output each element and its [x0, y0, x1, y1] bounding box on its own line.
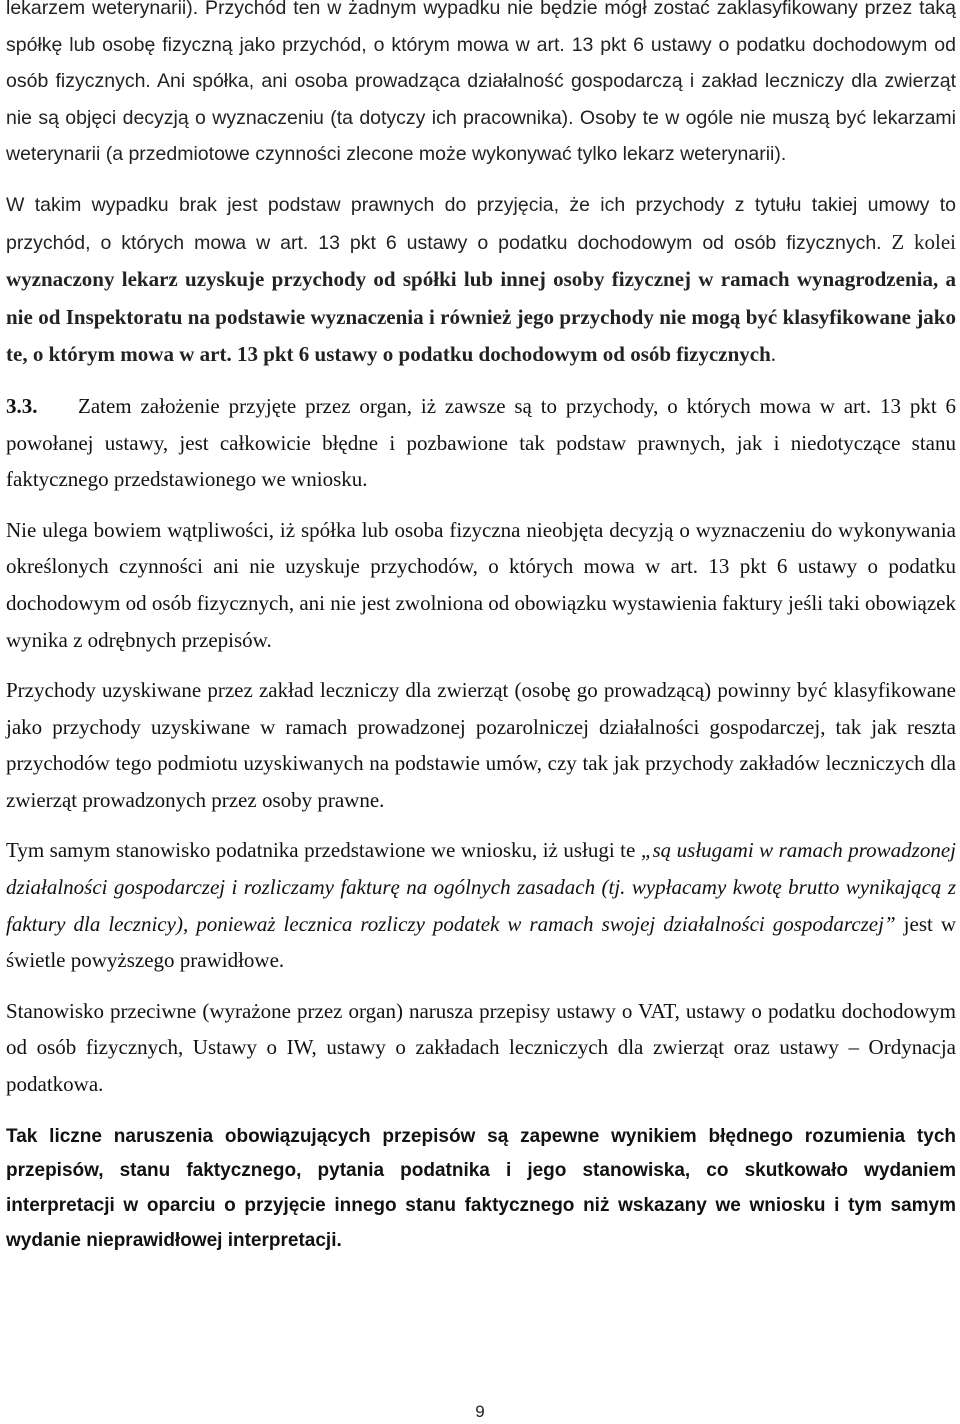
- paragraph-revenue-classification: Przychody uzyskiwane przez zakład leczniczy dla zwierząt (osobę go prowadzącą) powinny być klasyfikowane jako przychody uzyskiwane w ramach prowadzonej pozarolniczej działalności gospodarczej, tak jak reszta przychodów tego podmiotu uzyskiwanych na podstawie umów, czy tak jak przychody zakładów leczniczych dla zwierząt prowadzonych przez osoby prawne.: [6, 678, 956, 812]
- paragraph-conclusion: Tak liczne naruszenia obowiązujących przepisów są zapewne wynikiem błędnego rozumienia tych przepisów, stanu faktycznego, pytania podatnika i jego stanowiska, co skutkowało wydaniem interpretacji w oparciu o przyjęcie innego stanu faktycznego niż wskazany we wniosku i tym samym wydanie nieprawidłowej interpretacji.: [6, 1125, 956, 1251]
- paragraph-taxpayer-position-quote: „są usługami w ramach prowadzonej działalności gospodarczej i rozliczamy fakturę na ogólnych zasadach (tj. wypłacamy kwotę brutto wynikającą z faktury dla lecznicy), ponieważ lecznica rozliczy podatek w ramach swojej działalności gospodarczej”: [6, 838, 956, 936]
- section-3-3-text: Zatem założenie przyjęte przez organ, iż zawsze są to przychody, o których mowa w art. 13 pkt 6 powołanej ustawy, jest całkowicie błędne i pozbawione tak podstaw prawnych, jak i niedotyczące stanu faktycznego przedstawionego we wniosku.: [6, 393, 956, 492]
- paragraph-taxpayer-position-intro: Tym samym stanowisko podatnika przedstawione we wniosku, iż usługi te: [6, 838, 641, 863]
- paragraph-opposing-position: Stanowisko przeciwne (wyrażone przez organ) narusza przepisy ustawy o VAT, ustawy o podatku dochodowym od osób fizycznych, Ustawy o IW, ustawy o zakładach leczniczych dla zwierząt oraz ustawy – Ordynacja podatkowa.: [6, 998, 956, 1097]
- paragraph-legal-basis-end: .: [770, 342, 777, 367]
- document-page: [6, 0, 956, 1258]
- paragraph-taxpayer-position: [6, 832, 956, 978]
- section-3-3: [6, 388, 956, 498]
- paragraph-legal-basis-connector: Z kolei: [881, 229, 956, 254]
- paragraph-legal-basis-bold: wyznaczony lekarz uzyskuje przychody od spółki lub innej osoby fizycznej w ramach wynagrodzenia, a nie od Inspektoratu na podstawie wyznaczenia i również jego przychody nie mogą być klasyfikowane jako te, o którym mowa w art. 13 pkt 6 ustawy o podatku dochodowym od osób fizycznych: [6, 267, 956, 367]
- paragraph-legal-basis-text: W takim wypadku brak jest podstaw prawnych do przyjęcia, że ich przychody z tytułu takiej umowy to przychód, o których mowa w art. 13 pkt 6 ustawy o podatku dochodowym od osób fizycznych.: [6, 193, 956, 254]
- paragraph-no-doubt: Nie ulega bowiem wątpliwości, iż spółka lub osoba fizyczna nieobjęta decyzją o wyznaczeniu do wykonywania określonych czynności ani nie uzyskuje przychodów, o których mowa w art. 13 pkt 6 ustawy o podatku dochodowym od osób fizycznych, ani nie jest zwolniona od obowiązku wystawienia faktury jeśli taki obowiązek wynika z odrębnych przepisów.: [6, 517, 957, 652]
- page-number: 9: [475, 1402, 485, 1421]
- paragraph-legal-basis: [6, 187, 956, 374]
- paragraph-continuation: lekarzem weterynarii). Przychód ten w żadnym wypadku nie będzie mógł zostać zaklasyfikowany przez taką spółkę lub osobę fizyczną jako przychód, o którym mowa w art. 13 pkt 6 ustawy o podatku dochodowym od osób fizycznych. Ani spółka, ani osoba prowadząca działalność gospodarczą i zakład leczniczy dla zwierząt nie są objęci decyzją o wyznaczeniu (ta dotyczy ich pracownika). Osoby te w ogóle nie muszą być lekarzami weterynarii (a przedmiotowe czynności zlecone może wykonywać tylko lekarz weterynarii).: [6, 0, 956, 166]
- section-number: 3.3.: [6, 393, 38, 418]
- paragraph-taxpayer-position-end: jest w świetle powyższego prawidłowe.: [6, 911, 956, 973]
